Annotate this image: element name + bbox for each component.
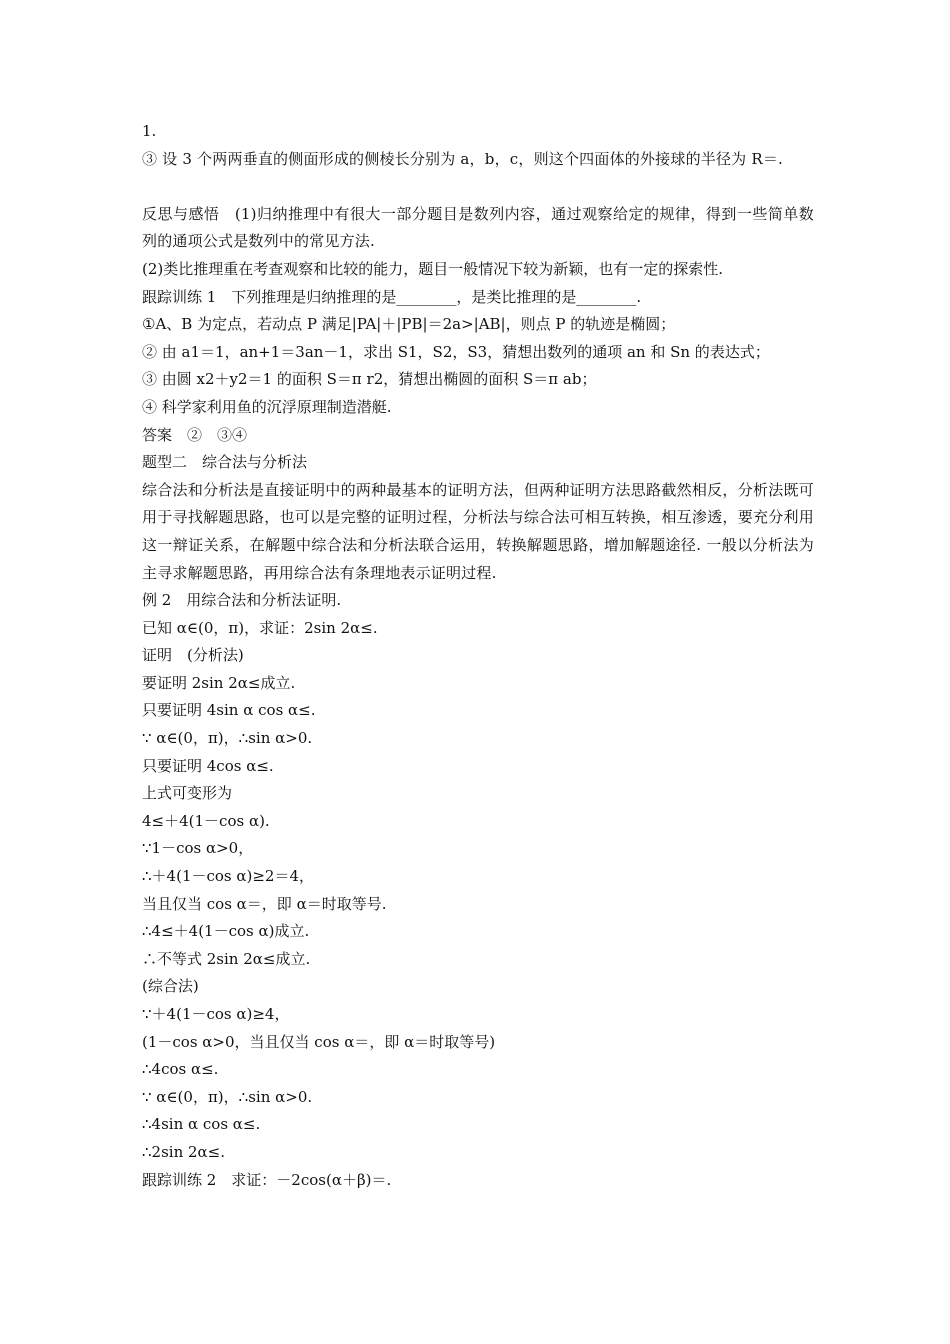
text-paragraph: 综合法和分析法是直接证明中的两种最基本的证明方法，但两种证明方法思路截然相反，分析法既可用于寻找解题思路，也可以是完整的证明过程，分析法与综合法可相互转换，相互渗透，要充分利用这一辩证关系，在解题中综合法和分析法联合运用，转换解题思路，增加解题途径. 一般以分析法为主寻求解题思路，再用综合法有条理地表示证明过程. <box>142 480 814 582</box>
exercise-heading: 跟踪训练 2 求证：－2cos(α＋β)＝. <box>142 1170 392 1189</box>
proof-step: ∴4≤＋4(1－cos α)成立. <box>142 922 310 941</box>
exercise-option: ② 由 a1＝1，an+1＝3an－1，求出 S1，S2，S3，猜想出数列的通项 an 和 Sn 的表达式； <box>142 342 770 361</box>
proof-heading: (综合法) <box>142 977 199 996</box>
proof-step: 要证明 2sin 2α≤成立. <box>142 673 296 692</box>
proof-step: 只要证明 4cos α≤. <box>142 756 274 775</box>
proof-heading: 证明 (分析法) <box>142 646 244 665</box>
text-line: 1. <box>142 122 157 140</box>
exercise-option: ①A、B 为定点，若动点 P 满足|PA|＋|PB|＝2a>|AB|，则点 P 的轨迹是椭圆； <box>142 315 676 334</box>
proof-step: 上式可变形为 <box>142 784 233 803</box>
problem-statement: 已知 α∈(0，π)，求证：2sin 2α≤. <box>142 618 378 637</box>
proof-step: ∴不等式 2sin 2α≤成立. <box>142 949 311 968</box>
exercise-option: ④ 科学家利用鱼的沉浮原理制造潜艇. <box>142 397 392 416</box>
text-paragraph: ③ 设 3 个两两垂直的侧面形成的侧棱长分别为 a，b，c，则这个四面体的外接球的半径为 R＝. <box>142 149 783 168</box>
proof-step: 当且仅当 cos α＝，即 α＝时取等号. <box>142 894 387 913</box>
proof-step: 4≤＋4(1－cos α). <box>142 811 270 830</box>
proof-step: ∴＋4(1－cos α)≥2＝4， <box>142 867 315 886</box>
reflection-paragraph: 反思与感悟 (1)归纳推理中有很大一部分题目是数列内容，通过观察给定的规律，得到一些简单数列的通项公式是数列中的常见方法. <box>142 204 814 251</box>
text-line: (2)类比推理重在考查观察和比较的能力，题目一般情况下较为新颖，也有一定的探索性. <box>142 259 724 278</box>
exercise-option: ③ 由圆 x2＋y2＝1 的面积 S＝π r2，猜想出椭圆的面积 S＝π ab； <box>142 370 597 389</box>
section-heading: 题型二 综合法与分析法 <box>142 453 308 472</box>
proof-step: ∵＋4(1－cos α)≥4， <box>142 1005 290 1024</box>
example-heading: 例 2 用综合法和分析法证明. <box>142 591 342 610</box>
proof-step: ∵1－cos α>0， <box>142 839 254 858</box>
proof-step: (1－cos α>0，当且仅当 cos α＝，即 α＝时取等号) <box>142 1032 496 1051</box>
exercise-heading: 跟踪训练 1 下列推理是归纳推理的是________，是类比推理的是________. <box>142 287 642 306</box>
proof-step: ∵ α∈(0，π)，∴sin α>0. <box>142 1087 313 1106</box>
proof-step: ∴4cos α≤. <box>142 1060 219 1079</box>
document-body <box>142 118 814 1194</box>
answer-line: 答案 ② ③④ <box>142 425 248 444</box>
proof-step: 只要证明 4sin α cos α≤. <box>142 701 316 720</box>
proof-step: ∵ α∈(0，π)，∴sin α>0. <box>142 729 313 748</box>
proof-step: ∴4sin α cos α≤. <box>142 1115 261 1134</box>
proof-step: ∴2sin 2α≤. <box>142 1142 226 1161</box>
